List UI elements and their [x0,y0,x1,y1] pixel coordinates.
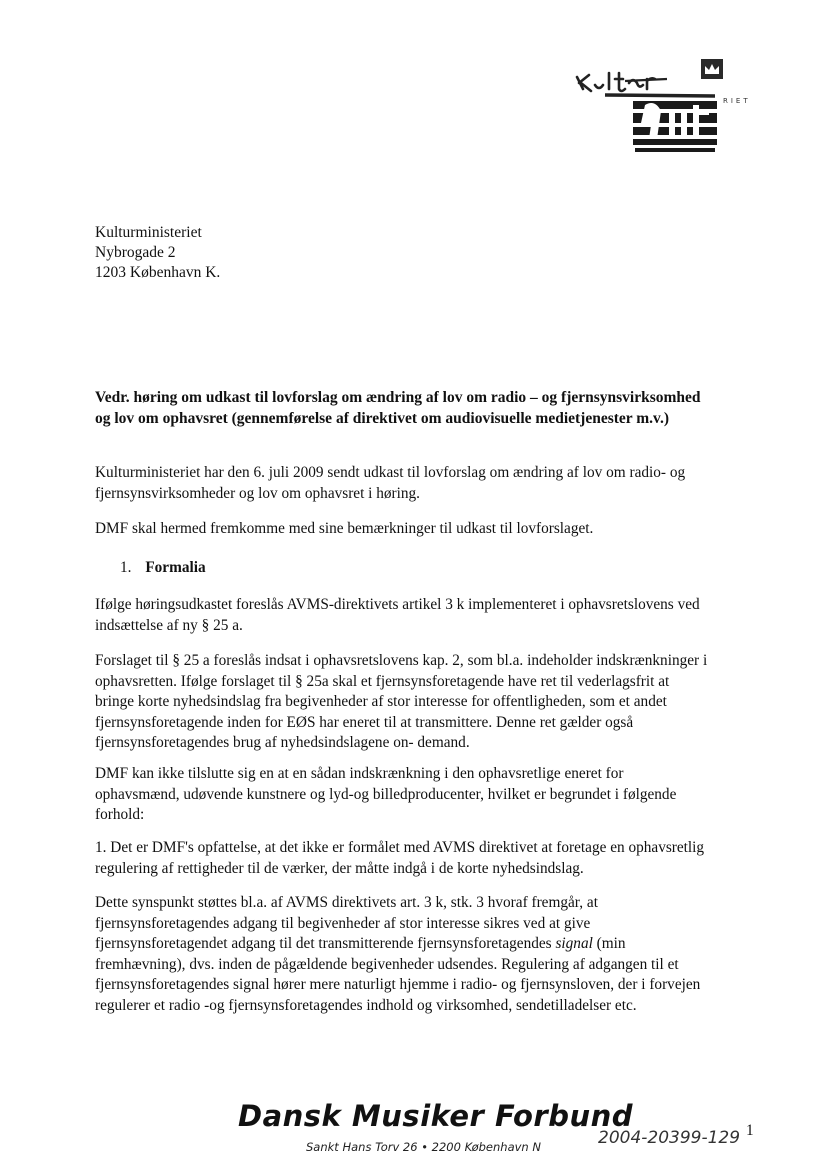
recipient-line: Kulturministeriet [95,224,202,241]
text-line: fjernsynsvirksomheder og lov om ophavsret i høring. [95,484,421,502]
subject-heading [95,387,701,429]
stamp-text: RIET [723,97,751,105]
text-line: ophavsretten. Ifølge forslaget til § 25a skal et fjernsynsforetagende have ret til vederlagsfrit at [95,672,670,690]
paragraph [95,651,707,754]
text-line: DMF skal hermed fremkomme med sine bemærkninger til udkast til lovforslaget. [95,520,594,537]
paragraph [95,463,685,504]
text-line: fjernsynsforetagende inden for EØS har eneret til at transmittere. Denne ret gælder også [95,713,634,731]
footer-organization: Dansk Musiker Forbund [238,1099,634,1133]
paragraph [95,519,593,540]
emphasis-text: signal [555,935,593,952]
text-line: forhold: [95,806,145,823]
text-line: regulerer et radio -og fjernsynsforetagendes indhold og virksomhed, sendetilladelser etc. [95,996,637,1014]
paragraph [95,838,704,879]
text-line: DMF kan ikke tilslutte sig en at en sådan indskrænkning i den ophavsretlige eneret for [95,765,624,782]
text-line: ophavsmænd, udøvende kunstnere og lyd-og billedproducenter, hvilket er begrundet i følgende [95,785,677,803]
paragraph [95,595,700,636]
handwritten-reference: 2004-20399-129 [598,1128,741,1148]
section-heading [120,558,206,579]
text-line [95,934,700,955]
text-line: Dette synspunkt støttes bl.a. af AVMS direktivets art. 3 k, stk. 3 hvoraf fremgår, at [95,894,598,911]
recipient-line: 1203 København K. [95,264,221,281]
text-line: bringe korte nyhedsindslag fra begivenheder af stor interesse for offentligheden, som et andet [95,693,667,710]
letterhead [575,55,775,160]
subject-line: og lov om ophavsret (gennemførelse af direktivet om audiovisuelle medietjenester m.v.) [95,410,669,427]
paragraph [95,764,676,826]
text-line: Forslaget til § 25 a foreslås indsat i ophavsretslovens kap. 2, som bl.a. indeholder indskrænkninger i [95,652,708,669]
recipient-address [95,223,220,283]
recipient-line: Nybrogade 2 [95,244,176,261]
text-line: Ifølge høringsudkastet foreslås AVMS-direktivets artikel 3 k implementeret i ophavsretslovens ved [95,596,700,613]
text-line: fjernsynsforetagendes brug af nyhedsindslagene on- demand. [95,734,470,751]
text-line: fjernsynsforetagendes adgang til begivenheder af stor interesse sikres ved at give [95,914,591,932]
text-line: regulering af rettigheder til de værker, der måtte indgå i de korte nyhedsindslag. [95,859,584,877]
footer-address: Sankt Hans Torv 26 • 2200 København N [306,1140,541,1154]
subject-line: Vedr. høring om udkast til lovforslag om ændring af lov om radio – og fjernsynsvirksomhed [95,389,701,406]
text-line: 1. Det er DMF's opfattelse, at det ikke er formålet med AVMS direktivet at foretage en ophavsretlig [95,839,705,856]
text-span: fjernsynsforetagendet adgang til det transmitterende fjernsynsforetagendes [95,935,556,952]
text-line: fremhævning), dvs. inden de pågældende begivenheder udsendes. Regulering af adgangen til et [95,955,679,973]
kulturministeriet-stamp-icon [575,55,775,160]
paragraph [95,893,700,1016]
text-line: fjernsynsforetagendes signal hører mere naturligt hjemme i radio- og fjernsynsloven, der i forvejen [95,976,701,993]
text-line: indsættelse af ny § 25 a. [95,616,243,634]
section-number: 1. [120,559,132,576]
text-line: Kulturministeriet har den 6. juli 2009 sendt udkast til lovforslag om ændring af lov om radio- og [95,464,686,481]
page-number: 1 [746,1122,754,1139]
section-title: Formalia [145,559,206,576]
text-span: (min [592,935,626,952]
